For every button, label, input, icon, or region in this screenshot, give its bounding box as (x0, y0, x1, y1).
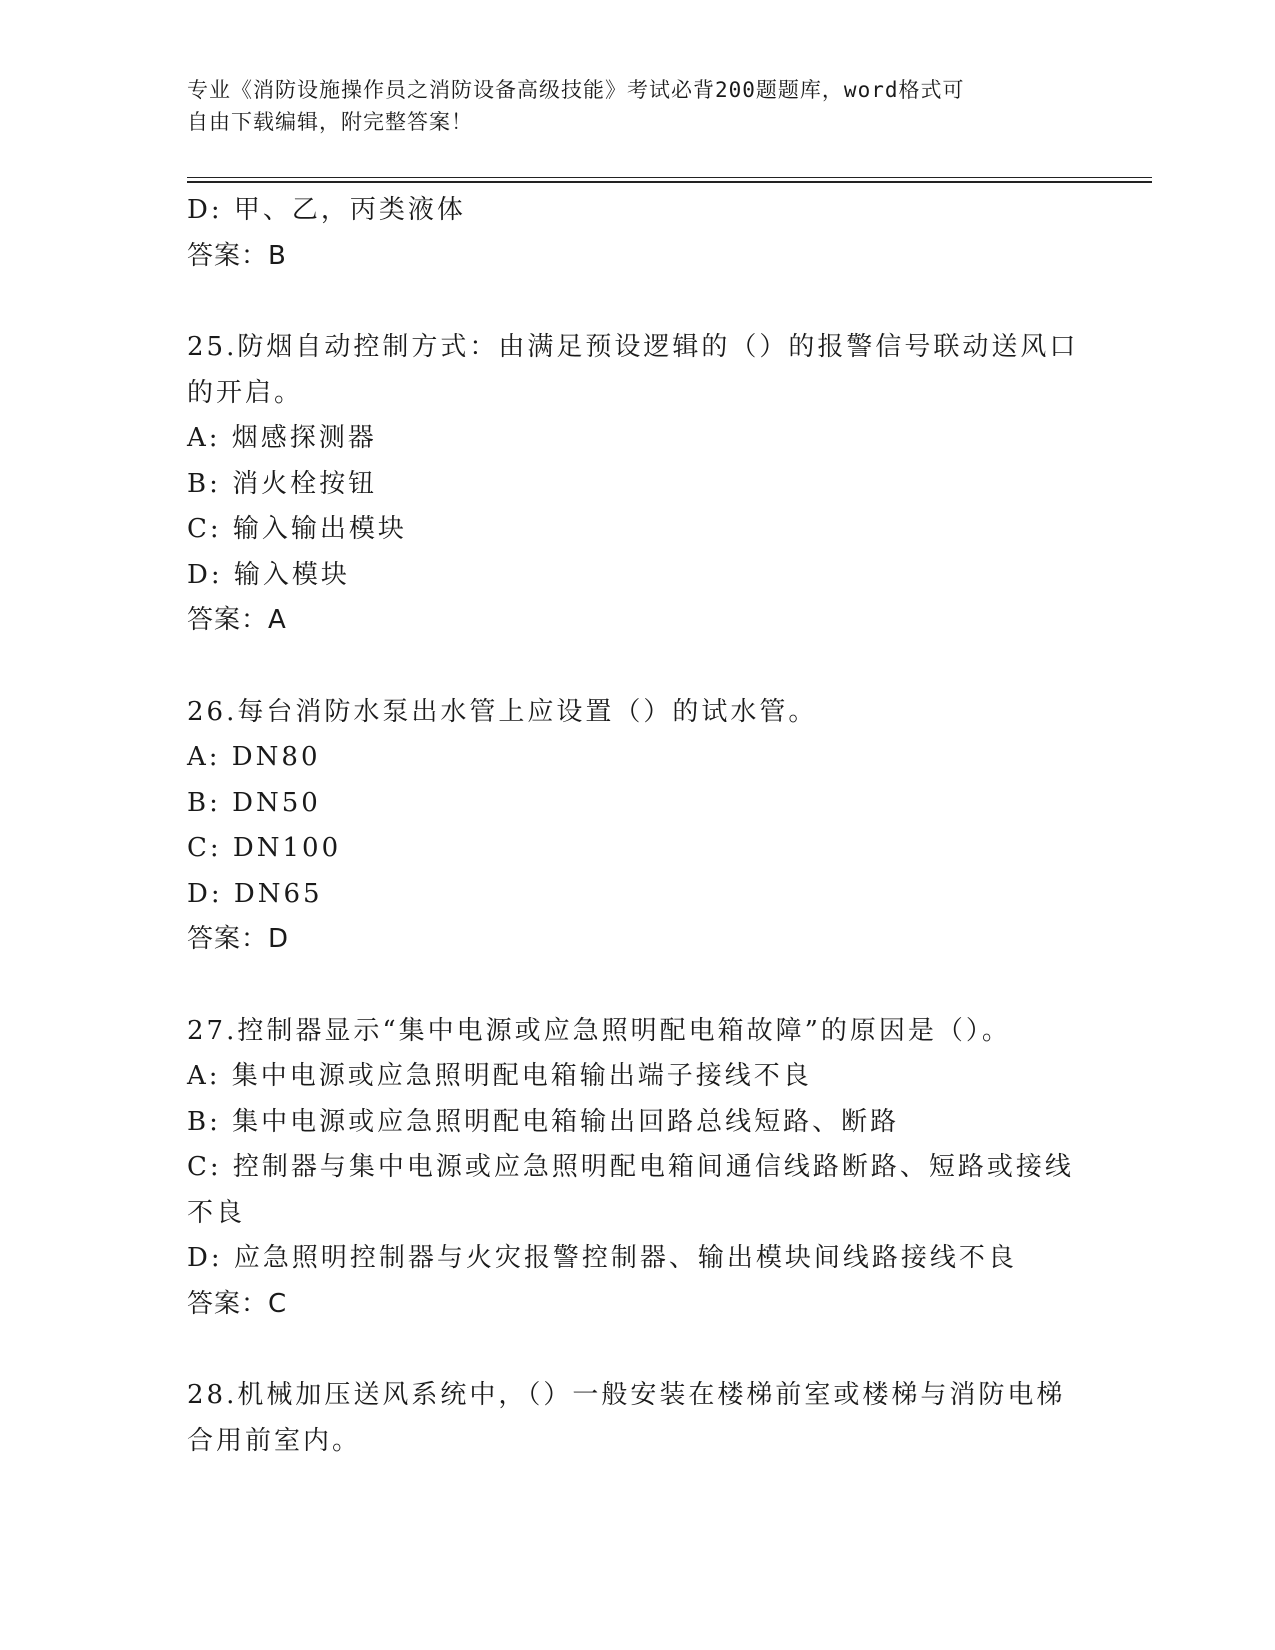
page-header (187, 74, 1067, 138)
question-25 (187, 325, 1087, 644)
option-d: D: 输入模块 (187, 559, 350, 590)
question-stem: 26.每台消防水泵出水管上应设置（）的试水管。 (187, 696, 818, 727)
question-stem: 25.防烟自动控制方式：由满足预设逻辑的（）的报警信号联动送风口 (187, 332, 1079, 362)
header-rule-thick (187, 181, 1152, 183)
option-d: D: DN65 (187, 878, 323, 909)
option-b: B: 集中电源或应急照明配电箱输出回路总线短路、断路 (187, 1106, 900, 1137)
option-a: A: 烟感探测器 (187, 423, 377, 453)
header-line-2: 自由下载编辑，附完整答案！ (187, 110, 473, 134)
carryover-option-d: D: 甲、乙，丙类液体 (187, 195, 466, 225)
option-b: B: 消火栓按钮 (187, 468, 378, 499)
option-b: B: DN50 (187, 787, 321, 818)
option-c-cont: 不良 (187, 1197, 246, 1228)
question-stem: 28.机械加压送风系统中，（）一般安装在楼梯前室或楼梯与消防电梯 (187, 1380, 1066, 1410)
option-c: C: 输入输出模块 (187, 514, 407, 544)
answer: 答案：A (187, 605, 287, 635)
question-26 (187, 690, 1087, 963)
question-stem: 27.控制器显示“集中电源或应急照明配电箱故障”的原因是（）。 (187, 1015, 1011, 1046)
question-stem-cont: 合用前室内。 (187, 1425, 362, 1456)
option-c: C: DN100 (187, 833, 342, 863)
header-rule-thin (187, 177, 1152, 178)
option-c: C: 控制器与集中电源或应急照明配电箱间通信线路断路、短路或接线 (187, 1152, 1074, 1182)
option-a: A: DN80 (187, 742, 321, 772)
question-stem-cont: 的开启。 (187, 377, 304, 408)
spacer (187, 644, 1087, 690)
answer: 答案：D (187, 924, 290, 954)
question-list (187, 188, 1087, 1464)
option-a: A: 集中电源或应急照明配电箱输出端子接线不良 (187, 1061, 812, 1091)
spacer (187, 279, 1087, 325)
question-27 (187, 1009, 1087, 1328)
spacer (187, 963, 1087, 1009)
header-line-1: 专业《消防设施操作员之消防设备高级技能》考试必背200题题库，word格式可 (187, 78, 965, 102)
option-d: D: 应急照明控制器与火灾报警控制器、输出模块间线路接线不良 (187, 1243, 1017, 1273)
spacer (187, 1327, 1087, 1373)
carryover-answer: 答案：B (187, 240, 287, 271)
question-28 (187, 1373, 1087, 1464)
answer: 答案：C (187, 1288, 288, 1319)
